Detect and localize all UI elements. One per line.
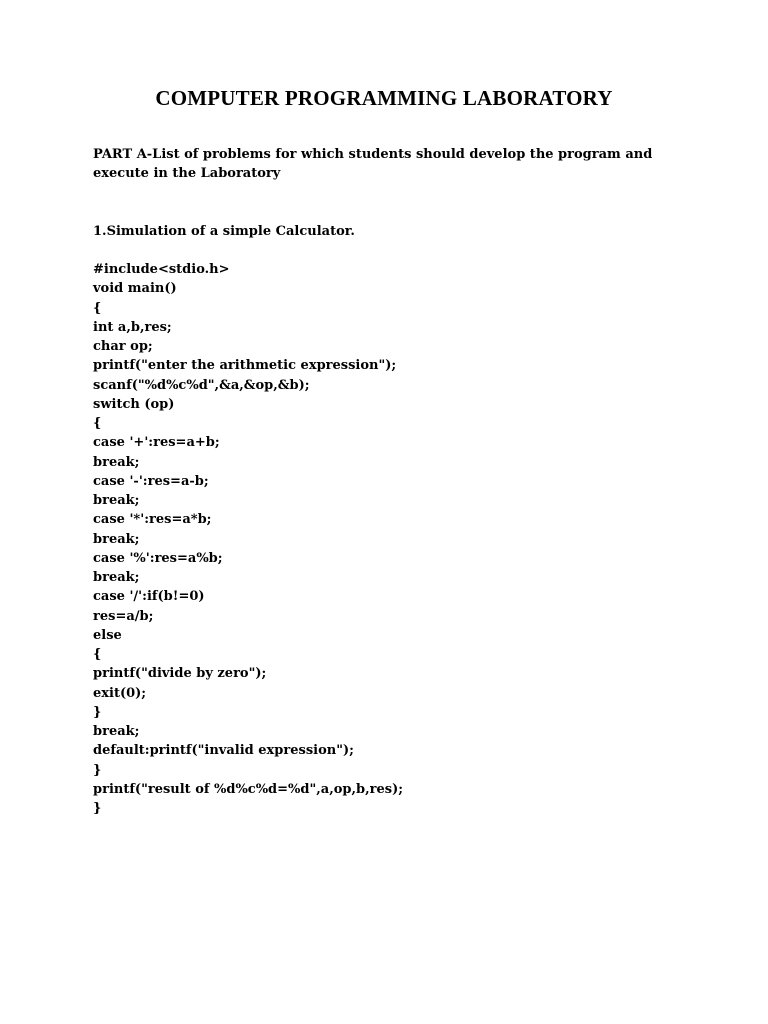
code-line: break; bbox=[93, 531, 140, 547]
code-line: } bbox=[93, 801, 102, 816]
code-line: case '-':res=a-b; bbox=[93, 473, 209, 489]
code-line: void main() bbox=[93, 281, 177, 297]
code-line: switch (op) bbox=[93, 396, 175, 412]
code-line: case '/':if(b!=0) bbox=[93, 589, 205, 605]
code-line: } bbox=[93, 704, 102, 720]
code-line: int a,b,res; bbox=[93, 319, 172, 335]
problem-heading: 1.Simulation of a simple Calculator. bbox=[93, 224, 355, 239]
code-line: { bbox=[93, 647, 102, 662]
code-line: else bbox=[93, 627, 122, 643]
code-line: scanf("%d%c%d",&a,&op,&b); bbox=[93, 377, 310, 393]
code-line: case '+':res=a+b; bbox=[93, 435, 220, 451]
code-line: break; bbox=[93, 493, 140, 508]
code-line: printf("enter the arithmetic expression"); bbox=[93, 358, 397, 374]
document-title: COMPUTER PROGRAMMING LABORATORY bbox=[155, 86, 613, 110]
code-line: break; bbox=[93, 570, 140, 585]
code-line: exit(0); bbox=[93, 685, 147, 701]
code-line: char op; bbox=[93, 339, 153, 354]
code-line: default:printf("invalid expression"); bbox=[93, 743, 354, 759]
code-line: printf("divide by zero"); bbox=[93, 666, 267, 682]
code-line: case '%':res=a%b; bbox=[93, 550, 223, 566]
code-line: case '*':res=a*b; bbox=[93, 512, 212, 528]
intro-paragraph: PART A-List of problems for which students should develop the program and execute in the Laboratory bbox=[93, 147, 653, 181]
code-line: } bbox=[93, 762, 102, 778]
code-line: res=a/b; bbox=[93, 608, 154, 624]
code-line: break; bbox=[93, 724, 140, 739]
code-listing bbox=[93, 260, 403, 818]
code-line: #include<stdio.h> bbox=[93, 262, 230, 277]
code-line: { bbox=[93, 416, 102, 431]
code-line: { bbox=[93, 300, 102, 316]
code-line: break; bbox=[93, 454, 140, 470]
code-line: printf("result of %d%c%d=%d",a,op,b,res); bbox=[93, 781, 404, 797]
